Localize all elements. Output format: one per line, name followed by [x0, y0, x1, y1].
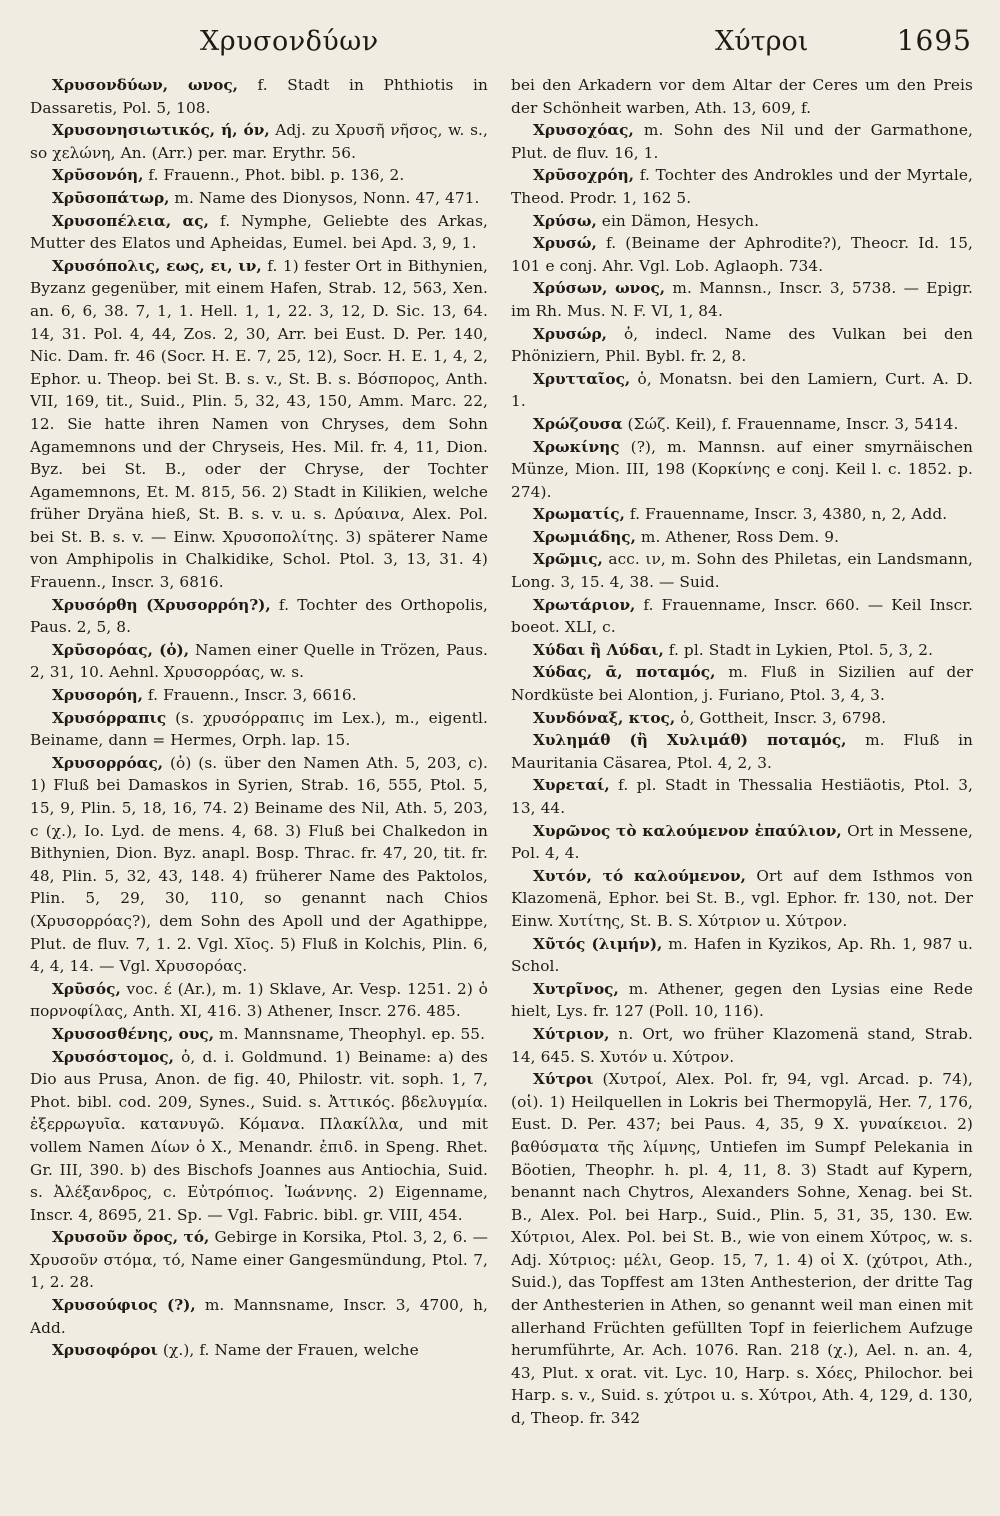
- dictionary-entry: [511, 548, 973, 593]
- dictionary-entry: [511, 661, 973, 706]
- entry-body: ὁ, d. i. Goldmund. 1) Beiname: a) des Dio aus Prusa, Anon. de fig. 40, Philostr. vit. soph. 1, 7, Phot. bibl. cod. 209, Synes., Suid. s. Ἀττικός. βδελυγμία. ἐξερρωγυῖα. κατανυγῶ. Κόμανα. Πλακίλλα, und mit vollem Namen Δίων ὁ Χ., Menandr. ἐπιδ. in Speng. Rhet. Gr. III, 390. b) des Bischofs Joannes aus Antiochia, Suid. s. Ἀλέξανδρος, c. Εὐτρόπιος. Ἰωάννης. 2) Eigenname, Inscr. 4, 8695, 21. Sp. — Vgl. Fabric. bibl. gr. VIII, 454.: [30, 1047, 488, 1224]
- entry-body: m. Hafen in Kyzikos, Ap. Rh. 1, 987 u. Schol.: [511, 934, 973, 976]
- entry-body: n. Ort, wo früher Klazomenä stand, Strab. 14, 645. S. Χυτόν u. Χύτρον.: [511, 1024, 973, 1066]
- entry-body: Namen einer Quelle in Trözen, Paus. 2, 31, 10. Aehnl. Χρυσορρόας, w. s.: [30, 640, 488, 682]
- entry-headword: Χρῡσορόας, (ὁ),: [52, 640, 190, 659]
- entry-headword: Χρωμιάδης,: [533, 527, 636, 546]
- dictionary-entry: [511, 865, 973, 933]
- entry-headword: Χρυσώρ,: [533, 324, 607, 343]
- dictionary-entry: [511, 503, 973, 526]
- entry-body: m. Mannsn., Inscr. 3, 5738. — Epigr. im Rh. Mus. N. F. VI, 1, 84.: [511, 279, 973, 320]
- dictionary-entry: [30, 1226, 488, 1294]
- dictionary-entry: [511, 1023, 973, 1068]
- dictionary-entry: [30, 119, 488, 164]
- entry-body: Gebirge in Korsika, Ptol. 3, 2, 6. — Χρυσοῦν στόμα, τό, Name einer Gangesmündung, Ptol. 7, 1, 2. 28.: [30, 1228, 488, 1292]
- entry-headword: Χρυσόστομος,: [52, 1047, 174, 1066]
- entry-headword: Χρῡσός,: [52, 979, 121, 998]
- entry-body: (χ.), f. Name der Frauen, welche: [157, 1341, 419, 1360]
- dictionary-entry: [511, 436, 973, 504]
- dictionary-entry: [511, 232, 973, 277]
- dictionary-entry: [511, 774, 973, 819]
- dictionary-entry: [511, 119, 973, 164]
- entry-headword: Χρωματίς,: [533, 505, 625, 524]
- entry-body: m. Fluß in Sizilien auf der Nordküste bei Alontion, j. Furiano, Ptol. 3, 4, 3.: [511, 663, 973, 705]
- dictionary-entry: [30, 1294, 488, 1339]
- entry-body: f. Tochter des Androkles und der Myrtale, Theod. Prodr. 1, 162 5.: [511, 166, 973, 207]
- entry-body: m. Mannsname, Inscr. 3, 4700, h, Add.: [30, 1296, 488, 1337]
- entry-body: m. Name des Dionysos, Nonn. 47, 471.: [169, 188, 480, 207]
- entry-body: acc. ιν, m. Sohn des Philetas, ein Landsmann, Long. 3, 15. 4, 38. — Suid.: [511, 550, 973, 592]
- entry-body: (Χυτροί, Alex. Pol. fr, 94, vgl. Arcad. p. 74), (οἱ). 1) Heilquellen in Lokris bei Thermopylä, Her. 7, 176, Eust. D. Per. 437; bei Paus. 4, 35, 9 X. γυναίκειοι. 2) βαθύσματα τῆς λίμνης, Untiefen im Sumpf Pelekania in Böotien, Theophr. h. pl. 4, 11, 8. 3) Stadt auf Kypern, benannt nach Chytros, Alexanders Sohne, Xenag. bei St. B., Alex. Pol. bei Harp., Suid., Plin. 5, 31, 35, 130. Ew. Χύτριοι, Alex. Pol. bei St. B., wie von einem Χύτρος, w. s. Adj. Χύτριος: μέλι, Geop. 15, 7, 1. 4) οἱ X. (χύτροι, Ath., Suid.), das Topffest am 13ten Anthesterion, der dritte Tag der Anthesterien in Athen, so genannt weil man einen mit allerhand Früchten gefüllten Topf in feierlichem Aufzuge herumführte, Ar. Ach. 1076. Ran. 218 (χ.), Ael. n. an. 4, 43, Plut. x orat. vit. Lyc. 10, Harp. s. Χόες, Philochor. bei Harp. s. v., Suid. s. χύτροι u. s. Χύτροι, Ath. 4, 129, d. 130, d, Theop. fr. 342: [511, 1070, 973, 1428]
- entry-headword: Χρυσώ,: [533, 234, 597, 253]
- dictionary-entry: [30, 978, 488, 1023]
- entry-body: f. pl. Stadt in Thessalia Hestiäotis, Ptol. 3, 13, 44.: [511, 776, 973, 817]
- dictionary-entry: [511, 639, 973, 662]
- page-number: 1695: [896, 24, 972, 57]
- dictionary-entry: [30, 1023, 488, 1046]
- dictionary-entry: [511, 1068, 973, 1430]
- dictionary-entry: [511, 74, 973, 119]
- dictionary-entry: [511, 323, 973, 368]
- entry-headword: Χρυσόπολις, εως, ει, ιν,: [52, 256, 262, 275]
- dictionary-entry: [30, 1046, 488, 1227]
- entry-headword: Χρυσόρραπις: [52, 708, 167, 727]
- entry-headword: Χρυσονδύων, ωνος,: [52, 76, 238, 94]
- dictionary-entry: [511, 210, 973, 233]
- page-header: [30, 22, 972, 70]
- entry-headword: Χῦτός (λιμήν),: [533, 934, 663, 953]
- dictionary-entry: [30, 707, 488, 752]
- dictionary-entry: [511, 978, 973, 1023]
- dictionary-entry: [30, 684, 488, 707]
- entry-body: f. Frauenname, Inscr. 660. — Keil Inscr. boeot. XLI, c.: [511, 595, 973, 637]
- dictionary-entry: [30, 164, 488, 187]
- entry-headword: Χρῡσοπάτωρ,: [52, 188, 170, 207]
- dictionary-entry: [511, 277, 973, 322]
- entry-headword: Χρύσω,: [533, 211, 597, 230]
- entry-body: m. Sohn des Nil und der Garmathone, Plut. de fluv. 16, 1.: [511, 121, 973, 162]
- entry-body: m. Fluß in Mauritania Cäsarea, Ptol. 4, 2, 3.: [511, 731, 973, 772]
- dictionary-entry: [511, 368, 973, 413]
- entry-body: f. Tochter des Orthopolis, Paus. 2, 5, 8.: [30, 595, 488, 637]
- entry-body: ὁ, indecl. Name des Vulkan bei den Phöniziern, Phil. Bybl. fr. 2, 8.: [511, 324, 973, 366]
- dictionary-entry: [30, 187, 488, 210]
- entry-headword: Χρῡσοχρόη,: [533, 166, 635, 185]
- dictionary-entry: [30, 255, 488, 594]
- dictionary-entry: [511, 164, 973, 209]
- entry-body: f. Nymphe, Geliebte des Arkas, Mutter des Elatos und Apheidas, Eumel. bei Apd. 3, 9, 1.: [30, 211, 488, 253]
- entry-body: bei den Arkadern vor dem Altar der Ceres um den Preis der Schönheit warben, Ath. 13, 609, f.: [511, 76, 973, 117]
- dictionary-entry: [511, 820, 973, 865]
- entry-body: (s. χρυσόρραπις im Lex.), m., eigentl. Beiname, dann = Hermes, Orph. lap. 15.: [30, 708, 488, 750]
- entry-body: f. Frauenn., Phot. bibl. p. 136, 2.: [143, 166, 405, 185]
- entry-body: Adj. zu Χρυσῆ νῆσος, w. s., so χελώνη, An. (Arr.) per. mar. Erythr. 56.: [30, 121, 488, 162]
- entry-headword: Χρῶμις,: [533, 550, 603, 569]
- entry-headword: Χρυσοφόροι: [52, 1341, 158, 1360]
- entry-headword: Χυτρῖνος,: [533, 979, 619, 998]
- entry-headword: Χρυσοῦν ὄρος, τό,: [52, 1228, 210, 1247]
- entry-headword: Χυρεταί,: [533, 776, 610, 795]
- entry-body: f. Frauenn., Inscr. 3, 6616.: [142, 686, 357, 705]
- dictionary-entry: [511, 729, 973, 774]
- entry-body: voc. έ (Ar.), m. 1) Sklave, Ar. Vesp. 1251. 2) ὁ πορνοφίλας, Anth. XI, 416. 3) Athener, Inscr. 276. 485.: [30, 979, 488, 1021]
- entry-body: f. Stadt in Phthiotis in Dassaretis, Pol. 5, 108.: [30, 76, 488, 117]
- entry-headword: Χύτροι: [533, 1070, 594, 1089]
- entry-body: f. (Beiname der Aphrodite?), Theocr. Id. 15, 101 e conj. Ahr. Vgl. Lob. Aglaoph. 734.: [511, 234, 973, 275]
- entry-headword: Χυλημάθ (ἢ Χυλιμάθ) ποταμός,: [533, 731, 847, 750]
- dictionary-entry: [30, 639, 488, 684]
- running-head-right: Χύτροι: [715, 26, 809, 57]
- running-head-left: Χρυσονδύων: [200, 26, 379, 57]
- entry-body: ein Dämon, Hesych.: [596, 211, 760, 230]
- dictionary-entry: [30, 594, 488, 639]
- entry-headword: Χρυσοπέλεια, ας,: [52, 211, 209, 230]
- dictionary-entry: [511, 526, 973, 549]
- entry-body: f. pl. Stadt in Lykien, Ptol. 5, 3, 2.: [663, 640, 934, 659]
- entry-headword: Χύδαι ἢ Λύδαι,: [533, 640, 664, 659]
- entry-body: f. 1) fester Ort in Bithynien, Byzanz gegenüber, mit einem Hafen, Strab. 12, 563, Xen. an. 6, 6, 38. 7, 1, 1. Hell. 1, 1, 22. 3, 12, D. Sic. 13, 64. 14, 31. Pol. 4, 44, Zos. 2, 30, Arr. bei Eust. D. Per. 140, Nic. Dam. fr. 46 (Socr. H. E. 7, 25, 12), Socr. H. E. 1, 4, 2, Ephor. u. Theop. bei St. B. s. v., St. B. s. Βόσπορος, Anth. VII, 169, tit., Suid., Plin. 5, 32, 43, 150, Amm. Marc. 22, 12. Sie hatte ihren Namen von Chryses, dem Sohn Agamemnons und der Chryseis, Hes. Mil. fr. 4, 11, Dion. Byz. bei St. B., oder der Chryse, der Tochter Agamemnons, Et. M. 815, 56. 2) Stadt in Kilikien, welche früher Dryäna hieß, St. B. s. v. u. s. Δρύαινα, Alex. Pol. bei St. B. s. v. — Einw. Χρυσοπολίτης. 3) späterer Name von Amphipolis in Chalkidike, Schol. Ptol. 3, 13, 31. 4) Frauenn., Inscr. 3, 6816.: [30, 256, 488, 592]
- dictionary-entry: [511, 594, 973, 639]
- entry-body: Ort auf dem Isthmos von Klazomenä, Ephor. bei St. B., vgl. Ephor. fr. 130, not. Der Einw. Χυτίτης, St. B. S. Χύτριον u. Χύτρον.: [511, 866, 973, 930]
- entry-headword: Χρυσούφιος (?),: [52, 1296, 196, 1315]
- entry-body: ὁ, Gottheit, Inscr. 3, 6798.: [675, 708, 887, 727]
- entry-headword: Χρυσορρόας,: [52, 753, 164, 772]
- entry-headword: Χρῡσονόη,: [52, 166, 144, 185]
- entry-headword: Χρυσορόη,: [52, 686, 143, 705]
- dictionary-entry: [30, 1339, 488, 1362]
- entry-headword: Χρωτάριον,: [533, 595, 636, 614]
- entry-headword: Χρύσων, ωνος,: [533, 279, 666, 298]
- dictionary-entry: [511, 933, 973, 978]
- dictionary-entry: [30, 210, 488, 255]
- entry-body: (?), m. Mannsn. auf einer smyrnäischen Münze, Mion. III, 198 (Κορκίνης e conj. Keil l. c. 1852. p. 274).: [511, 437, 973, 501]
- right-column: [511, 74, 973, 1504]
- entry-headword: Χρυσόρθη (Χρυσορρόη?),: [52, 595, 271, 614]
- entry-body: ὁ, Monatsn. bei den Lamiern, Curt. A. D. 1.: [511, 369, 973, 411]
- entry-headword: Χρυτταῖος,: [533, 369, 631, 388]
- entry-body: Ort in Messene, Pol. 4, 4.: [511, 821, 973, 863]
- entry-headword: Χυρῶνος τὸ καλούμενον ἐπαύλιον,: [533, 821, 842, 840]
- entry-headword: Χρώζουσα: [533, 414, 623, 433]
- dictionary-entry: [30, 752, 488, 978]
- entry-body: f. Frauenname, Inscr. 3, 4380, n, 2, Add.: [624, 505, 948, 524]
- entry-body: m. Athener, Ross Dem. 9.: [635, 527, 840, 546]
- entry-headword: Χρυσοχόας,: [533, 121, 634, 140]
- dictionary-entry: [511, 707, 973, 730]
- dictionary-entry: [30, 74, 488, 119]
- entry-headword: Χύδας, ᾱ, ποταμός,: [533, 663, 716, 682]
- entry-headword: Χυτόν, τό καλούμενον,: [533, 866, 746, 885]
- entry-headword: Χρυσονησιωτικός, ή, όν,: [52, 121, 270, 140]
- entry-body: (Σώζ. Keil), f. Frauenname, Inscr. 3, 5414.: [622, 414, 959, 433]
- entry-body: m. Mannsname, Theophyl. ep. 55.: [214, 1024, 486, 1043]
- entry-headword: Χυνδόναξ, κτος,: [533, 708, 676, 727]
- entry-headword: Χρωκίνης: [533, 437, 620, 456]
- entry-body: (ὁ) (s. über den Namen Ath. 5, 203, c). 1) Fluß bei Damaskos in Syrien, Strab. 16, 555, Ptol. 5, 15, 9, Plin. 5, 18, 16, 74. 2) Beiname des Nil, Ath. 5, 203, c (χ.), Io. Lyd. de mens. 4, 68. 3) Fluß bei Chalkedon in Bithynien, Dion. Byz. anapl. Bosp. Thrac. fr. 47, 20, tit. fr. 48, Plin. 5, 32, 43, 148. 4) früherer Name des Paktolos, Plin. 5, 29, 30, 110, so genannt nach Chios (Χρυσορρόας?), dem Sohn des Apoll und der Agathippe, Plut. de fluv. 7, 1. 2. Vgl. Χῖος. 5) Fluß in Kolchis, Plin. 6, 4, 4, 14. — Vgl. Χρυσορόας.: [30, 753, 488, 976]
- entry-body: m. Athener, gegen den Lysias eine Rede hielt, Lys. fr. 127 (Poll. 10, 116).: [511, 979, 973, 1021]
- entry-headword: Χύτριον,: [533, 1024, 610, 1043]
- left-column: [30, 74, 488, 1504]
- entry-headword: Χρυσοσθένης, ους,: [52, 1024, 215, 1043]
- dictionary-entry: [511, 413, 973, 436]
